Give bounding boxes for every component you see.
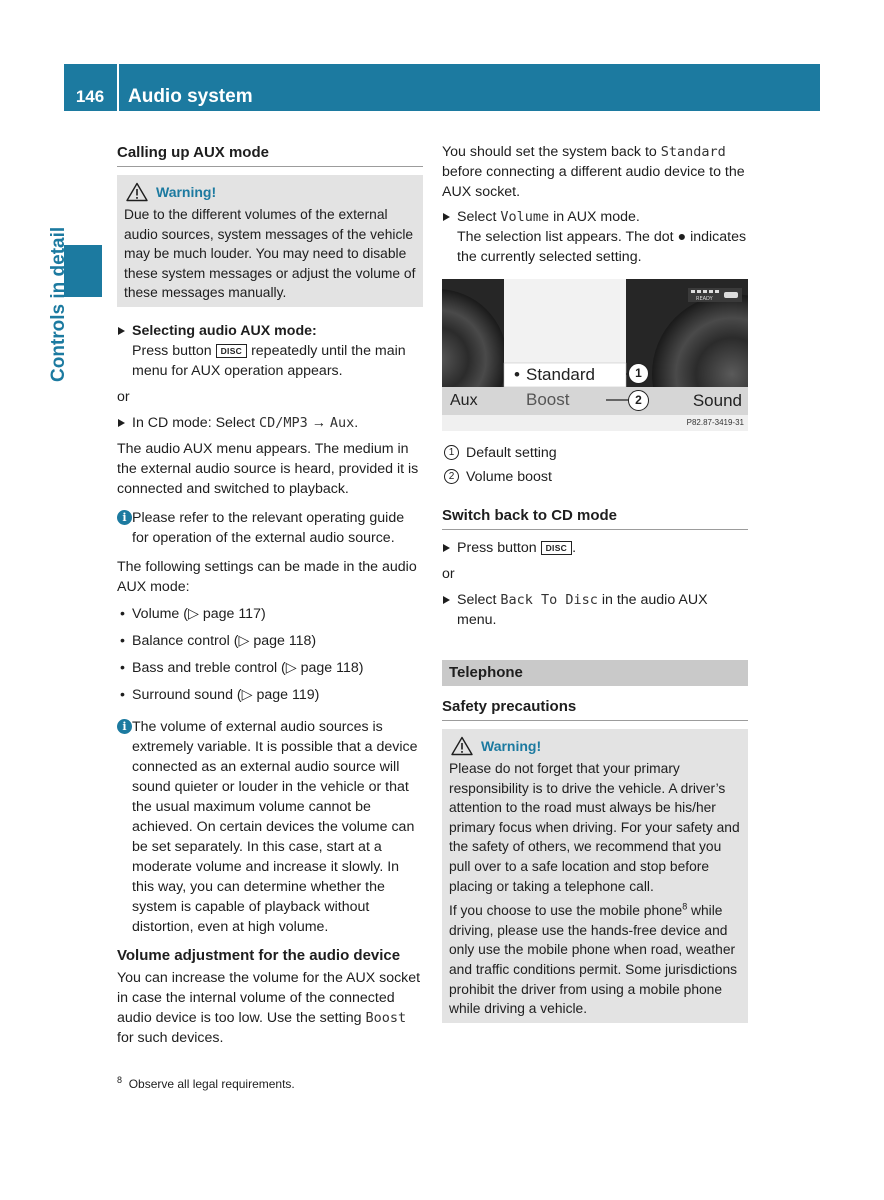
display-text-cd-mp3: CD/MP3 (258, 414, 308, 431)
warning-text (449, 901, 741, 1019)
warning-box (117, 175, 423, 307)
step-text-part: Press button (132, 342, 216, 359)
warning-triangle-icon (451, 736, 473, 756)
chapter-bar-telephone: Telephone (442, 660, 748, 686)
display-text-back-to-disc: Back To Disc (500, 592, 598, 608)
section-heading-cd: Switch back to CD mode (442, 503, 748, 530)
step-item (117, 321, 423, 381)
section-heading-volume: Volume adjustment for the audio device (117, 946, 401, 964)
step-arrow-icon (118, 419, 125, 427)
warning-title: Warning! (156, 184, 217, 200)
text-part: Select (457, 592, 501, 608)
legend-text: Default setting (466, 445, 557, 461)
body-paragraph (117, 968, 423, 1048)
section-heading-aux: Calling up AUX mode (117, 140, 423, 167)
list-item-text: Volume (▷ page 117) (132, 605, 266, 622)
or-separator: or (117, 388, 130, 405)
selected-dot-icon: • (514, 365, 520, 384)
warning-header (449, 733, 741, 759)
footnote-ref: 8 (682, 901, 688, 912)
text-part: Select (457, 209, 501, 225)
callout-2: 2 (628, 390, 649, 411)
footnote-text: Observe all legal requirements. (128, 1077, 295, 1091)
legend-text: Volume boost (466, 469, 552, 485)
warning-box (442, 729, 748, 1023)
step-text (132, 341, 423, 381)
page-number: 146 (75, 87, 105, 106)
menu-option-standard (508, 363, 626, 387)
list-item (117, 631, 423, 651)
display-text-aux: Aux (329, 414, 355, 431)
text-part: If you choose to use the mobile phone (449, 903, 683, 919)
image-reference: P82.87-3419-31 (686, 418, 744, 427)
info-note (117, 717, 423, 937)
step-text-part: repeatedly until the main menu for AUX operation appears. (132, 342, 406, 379)
body-paragraph (442, 142, 748, 202)
text-part: in the audio AUX menu. (457, 592, 708, 628)
softkey-aux: Aux (450, 392, 478, 409)
softkey-sound: Sound (692, 391, 742, 410)
text-part: . (572, 540, 577, 556)
step-arrow-icon (443, 213, 450, 221)
warning-title: Warning! (481, 738, 542, 754)
legend-item (442, 467, 748, 487)
text-part: You should set the system back to (442, 144, 661, 160)
chapter-title: Audio system (128, 86, 253, 107)
step-title: Selecting audio AUX mode: (132, 322, 317, 339)
step-text (457, 207, 748, 227)
menu-arrow: → (307, 414, 330, 431)
menu-option-label: Standard (526, 365, 595, 384)
disc-button-icon: DISC (216, 344, 248, 358)
info-icon: i (117, 719, 132, 734)
side-tab-label: Controls in detail (48, 226, 69, 382)
list-item-text: Bass and treble control (▷ page 118) (132, 659, 364, 676)
info-text: The volume of external audio sources is extremely variable. It is possible that a device connected as an external audio source will sound quieter or louder in the vehicle or that the usual maximum volume cannot be achieved. On certain devices the volume can be set separately. In this case, start at a moderate volume and increase it slowly. In this way, you can determine whether the system is capable of playback without distortion, even at high volume. (132, 718, 418, 935)
step-text (457, 590, 748, 630)
bullet-icon: • (120, 659, 125, 676)
step-item (442, 207, 748, 267)
list-item (117, 685, 423, 705)
step-arrow-icon (443, 544, 450, 552)
bullet-icon: • (120, 686, 125, 703)
list-item (117, 604, 423, 624)
display-text-volume: Volume (500, 209, 550, 225)
step-arrow-icon (118, 327, 125, 335)
display-screenshot (442, 279, 748, 431)
step-text-part: In CD mode: Select (132, 414, 259, 431)
section-heading-safety: Safety precautions (442, 694, 748, 721)
warning-text: Due to the different volumes of the external audio sources, system messages of the vehicle may be much louder. You may need to disable these system messages or adjust the volume of these messages manually. (124, 207, 416, 301)
settings-list (117, 604, 423, 705)
step-arrow-icon (443, 596, 450, 604)
footnote (117, 1074, 295, 1094)
step-text-part: . (354, 414, 359, 431)
warning-header (124, 179, 416, 205)
list-item-text: Surround sound (▷ page 119) (132, 686, 320, 703)
disc-button-icon: DISC (541, 541, 573, 555)
info-text: Please refer to the relevant operating guide for operation of the external audio source. (132, 509, 405, 546)
body-paragraph: The audio AUX menu appears. The medium in the external audio source is heard, provided it is connected and switched to playback. (117, 440, 419, 497)
header-divider (117, 64, 119, 111)
footnote-number: 8 (117, 1075, 123, 1085)
step-text (132, 413, 423, 433)
display-text-boost: Boost (365, 1009, 407, 1026)
callout-number-icon: 2 (444, 469, 459, 484)
text-part: Press button (457, 540, 541, 556)
bullet-icon: • (120, 632, 125, 649)
warning-triangle-icon (126, 182, 148, 202)
info-icon: i (117, 510, 132, 525)
text-part: before connecting a different audio device to the AUX socket. (442, 164, 745, 200)
info-note (117, 508, 423, 548)
display-text-standard: Standard (660, 144, 726, 160)
bullet-icon: • (120, 605, 125, 622)
list-item (117, 658, 423, 678)
callout-1: 1 (628, 363, 649, 384)
text-part: for such devices. (117, 1029, 224, 1046)
warning-text: Please do not forget that your primary responsibility is to drive the vehicle. A driver’s attention to the road must always be his/her primary focus when driving. For your safety and the safety of others, we recommend that you pull over to a safe location and stop before placing or taking a telephone call. (449, 761, 740, 894)
step-item (442, 538, 748, 558)
or-separator: or (442, 566, 455, 582)
legend-item (442, 443, 748, 463)
list-item-text: Balance control (▷ page 118) (132, 632, 317, 649)
left-column (117, 140, 423, 1048)
text-part: while driving, please use the hands-free device and only use the mobile phone when road, weather and traffic conditions permit. Some jurisdictions prohibit the driver from using a mobile phone while driving a vehicle. (449, 903, 738, 1017)
right-column (442, 140, 748, 1037)
text-part: You can increase the volume for the AUX socket in case the internal volume of the connected audio device is too low. Use the setting (117, 969, 421, 1026)
callout-number-icon: 1 (444, 445, 459, 460)
page-header (64, 64, 820, 111)
body-paragraph: The following settings can be made in the audio AUX mode: (117, 558, 417, 595)
step-text (457, 538, 748, 558)
step-item (442, 590, 748, 630)
text-part: in AUX mode. (549, 209, 640, 225)
display-status-text: READY (696, 296, 713, 302)
step-result: The selection list appears. The dot ● indicates the currently selected setting. (457, 229, 747, 265)
menu-option-boost: Boost (526, 390, 570, 409)
step-item (117, 413, 423, 433)
